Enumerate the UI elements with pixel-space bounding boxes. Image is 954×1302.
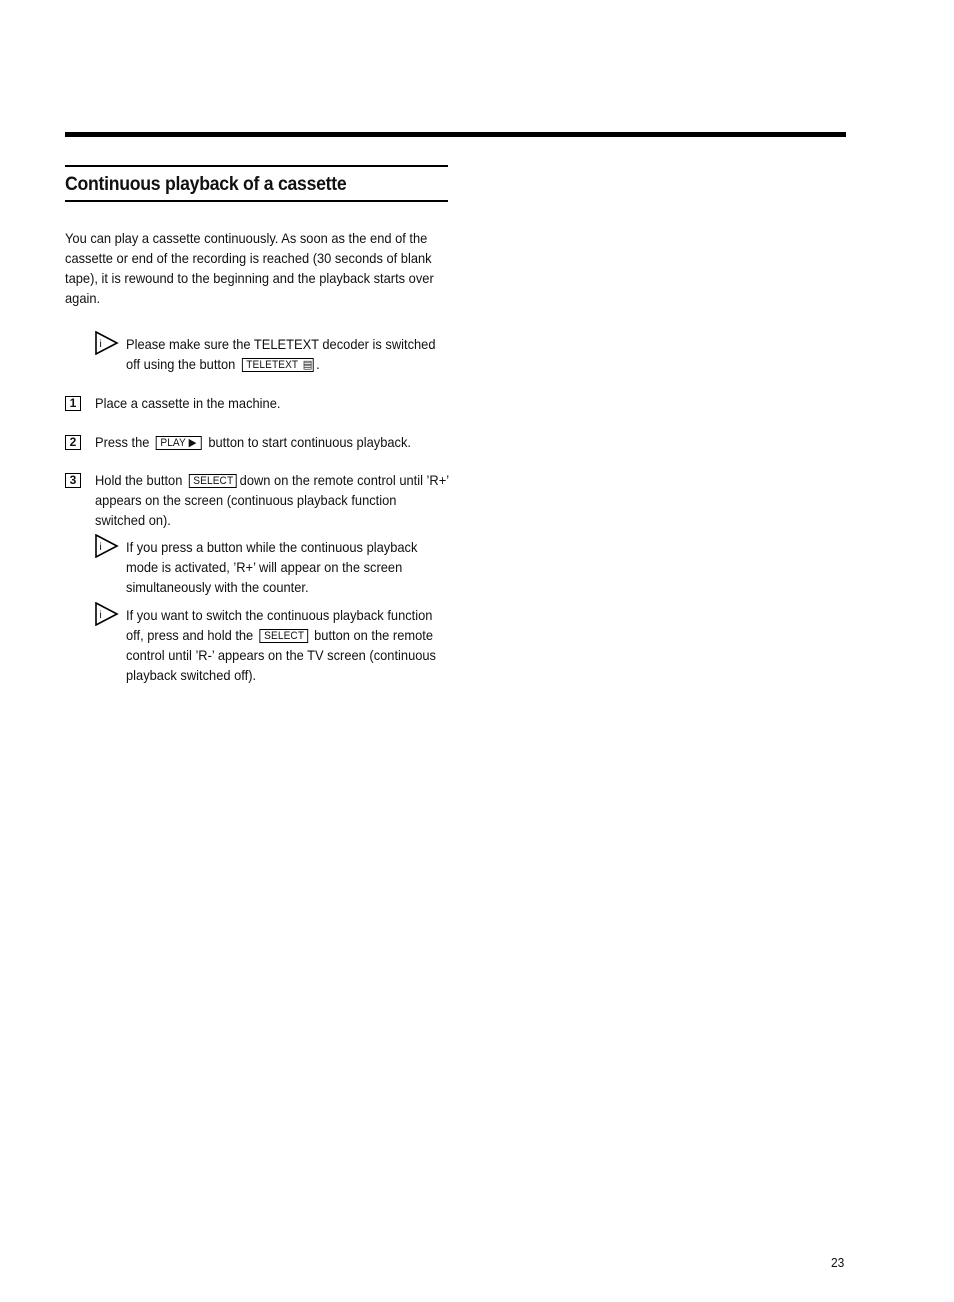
play-glyph-icon: ▶ bbox=[188, 437, 197, 449]
step-3-text bbox=[95, 470, 449, 530]
info-triangle-icon bbox=[95, 331, 119, 355]
step-number: 2 bbox=[65, 435, 81, 450]
step-2-before: Press the bbox=[95, 434, 150, 450]
section-title: Continuous playback of a cassette bbox=[65, 174, 347, 195]
step-number: 3 bbox=[65, 473, 81, 488]
teletext-key bbox=[242, 358, 314, 372]
step-2-text bbox=[95, 432, 449, 452]
select-key: SELECT bbox=[260, 629, 308, 643]
step-number: 1 bbox=[65, 396, 81, 411]
page-number: 23 bbox=[831, 1255, 845, 1270]
note-switch-off-text bbox=[126, 605, 443, 685]
select-key: SELECT bbox=[189, 474, 237, 488]
note-pressed-text: If you press a button while the continuous playback mode is activated, ’R+’ will appear on the screen simultaneously with the counter. bbox=[126, 539, 418, 595]
teletext-glyph-icon: ▤ bbox=[302, 359, 313, 371]
info-triangle-icon bbox=[95, 602, 119, 626]
svg-text:i: i bbox=[99, 339, 102, 350]
section-header bbox=[65, 165, 448, 202]
note-teletext-after: . bbox=[316, 356, 320, 372]
step-3-before: Hold the button bbox=[95, 472, 183, 488]
note-switch-off-before: If you want to switch the continuous playback function off, press and hold the bbox=[126, 607, 433, 643]
play-key-label: PLAY bbox=[160, 437, 186, 449]
intro-paragraph: You can play a cassette continuously. As soon as the end of the cassette or end of the recording is reached (30 seconds of blank tape), it is rewound to the beginning and the playback starts over again. bbox=[65, 230, 434, 306]
note-switch-off-after: button on the remote control until ’R-’ appears on the TV screen (continuous playback switched off). bbox=[126, 627, 437, 683]
play-key bbox=[156, 436, 202, 450]
svg-text:i: i bbox=[99, 610, 102, 621]
note-teletext-text bbox=[126, 334, 443, 374]
step-2-after: button to start continuous playback. bbox=[208, 434, 411, 450]
step-3-after: down on the remote control until ’R+’ appears on the screen (continuous playback function switched on). bbox=[95, 472, 449, 528]
step-1-text: Place a cassette in the machine. bbox=[95, 395, 281, 411]
top-rule bbox=[65, 132, 846, 137]
info-triangle-icon bbox=[95, 534, 119, 558]
svg-text:i: i bbox=[99, 542, 102, 553]
note-teletext-before: Please make sure the TELETEXT decoder is switched off using the button bbox=[126, 336, 436, 372]
teletext-key-label: TELETEXT bbox=[246, 359, 299, 371]
